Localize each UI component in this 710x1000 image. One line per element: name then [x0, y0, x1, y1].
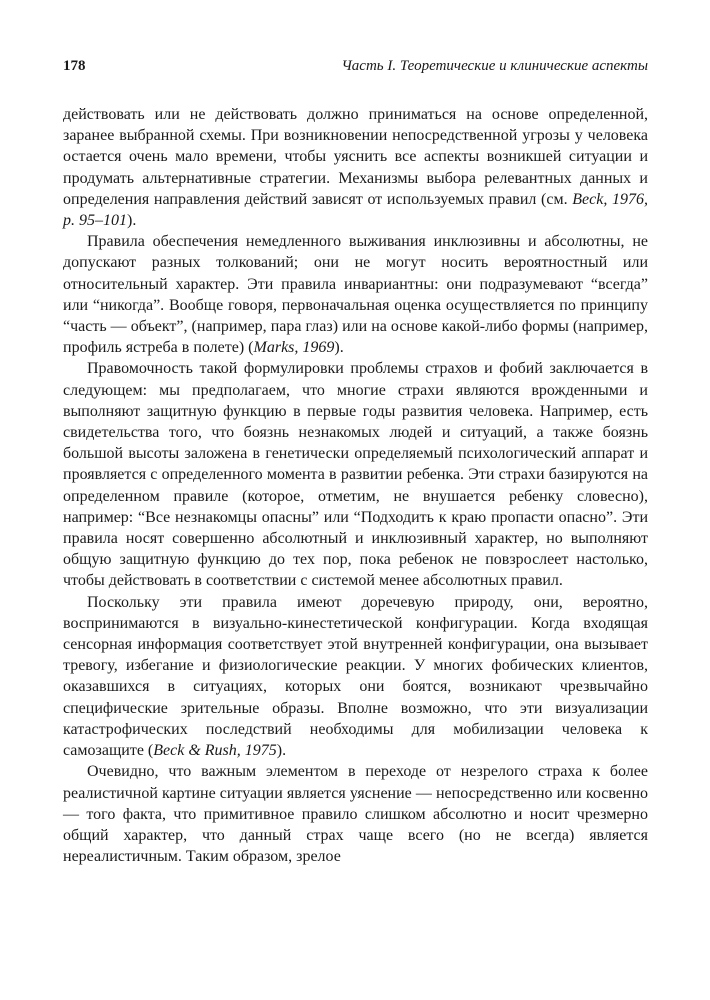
paragraph-2-text-2: ).	[334, 339, 344, 357]
paragraph-4-text-1: Поскольку эти правила имеют доречевую природу, они, вероятно, воспринимаются в визуально-кинестетической конфигурации. Когда входящая сенсорная информация соответствует этой внутренней конфигурации, она вызывает тревогу, избегание и физиологические реакции. У многих фобических клиентов, оказавшихся в ситуациях, которых они боятся, возникают чрезвычайно специфические зрительные образы. Вполне возможно, что эти визуализации катастрофических последствий необходимы для мобилизации человека к самозащите (	[63, 593, 648, 760]
citation-beck-1976: Beck, 1976, p. 95–101	[63, 190, 648, 230]
running-head	[63, 58, 648, 84]
paragraph-5	[63, 761, 648, 867]
body-text	[63, 104, 648, 867]
paragraph-1-text-1: действовать или не действовать должно приниматься на основе определенной, заранее выбранной схемы. При возникновении непосредственной угрозы у человека остается очень мало времени, чтобы уяснить все аспекты возникшей ситуации и продумать альтернативные стратегии. Механизмы выбора релевантных данных и определения направления действий зависят от используемых правил (см.	[63, 106, 648, 208]
page-number: 178	[63, 58, 86, 74]
running-title: Часть I. Теоретические и клинические аспекты	[341, 58, 648, 74]
paragraph-1-text-2: ).	[127, 212, 137, 230]
book-page	[63, 58, 648, 867]
paragraph-3-text-1: Правомочность такой формулировки проблемы страхов и фобий заключается в следующем: мы предполагаем, что многие страхи являются врожденными и выполняют защитную функцию в первые годы развития человека. Например, есть свидетельства того, что боязнь незнакомых людей и ситуаций, а также боязнь большой высоты заложена в генетически определяемый психологический аппарат и проявляется с определенного момента в развитии ребенка. Эти страхи базируются на определенном правиле (которое, отметим, не внушается ребенку словесно), например: “Все незнакомцы опасны” или “Подходить к краю пропасти опасно”. Эти правила носят совершенно абсолютный и инклюзивный характер, но выполняют общую защитную функцию до тех пор, пока ребенок не повзрослеет настолько, чтобы действовать в соответствии с системой менее абсолютных правил.	[63, 360, 648, 590]
paragraph-2-text-1: Правила обеспечения немедленного выживания инклюзивны и абсолютны, не допускают разных толкований; они не могут носить вероятностный или относительный характер. Эти правила инвариантны: они подразумевают “всегда” или “никогда”. Вообще говоря, первоначальная оценка осуществляется по принципу “часть — объект”, (например, пара глаз) или на основе какой-либо формы (например, профиль ястреба в полете) (	[63, 233, 648, 357]
citation-beck-rush-1975: Beck & Rush, 1975	[153, 742, 277, 760]
paragraph-2	[63, 231, 648, 358]
paragraph-5-text-1: Очевидно, что важным элементом в переходе от незрелого страха к более реалистичной картине ситуации является уяснение — непосредственно или косвенно — того факта, что примитивное правило слишком абсолютно и носит чрезмерно общий характер, что данный страх чаще всего (но не всегда) является нереалистичным. Таким образом, зрелое	[63, 763, 648, 866]
paragraph-1	[63, 104, 648, 231]
citation-marks-1969: Marks, 1969	[253, 339, 335, 357]
paragraph-4	[63, 592, 648, 762]
paragraph-4-text-2: ).	[276, 742, 287, 760]
paragraph-3	[63, 358, 648, 591]
